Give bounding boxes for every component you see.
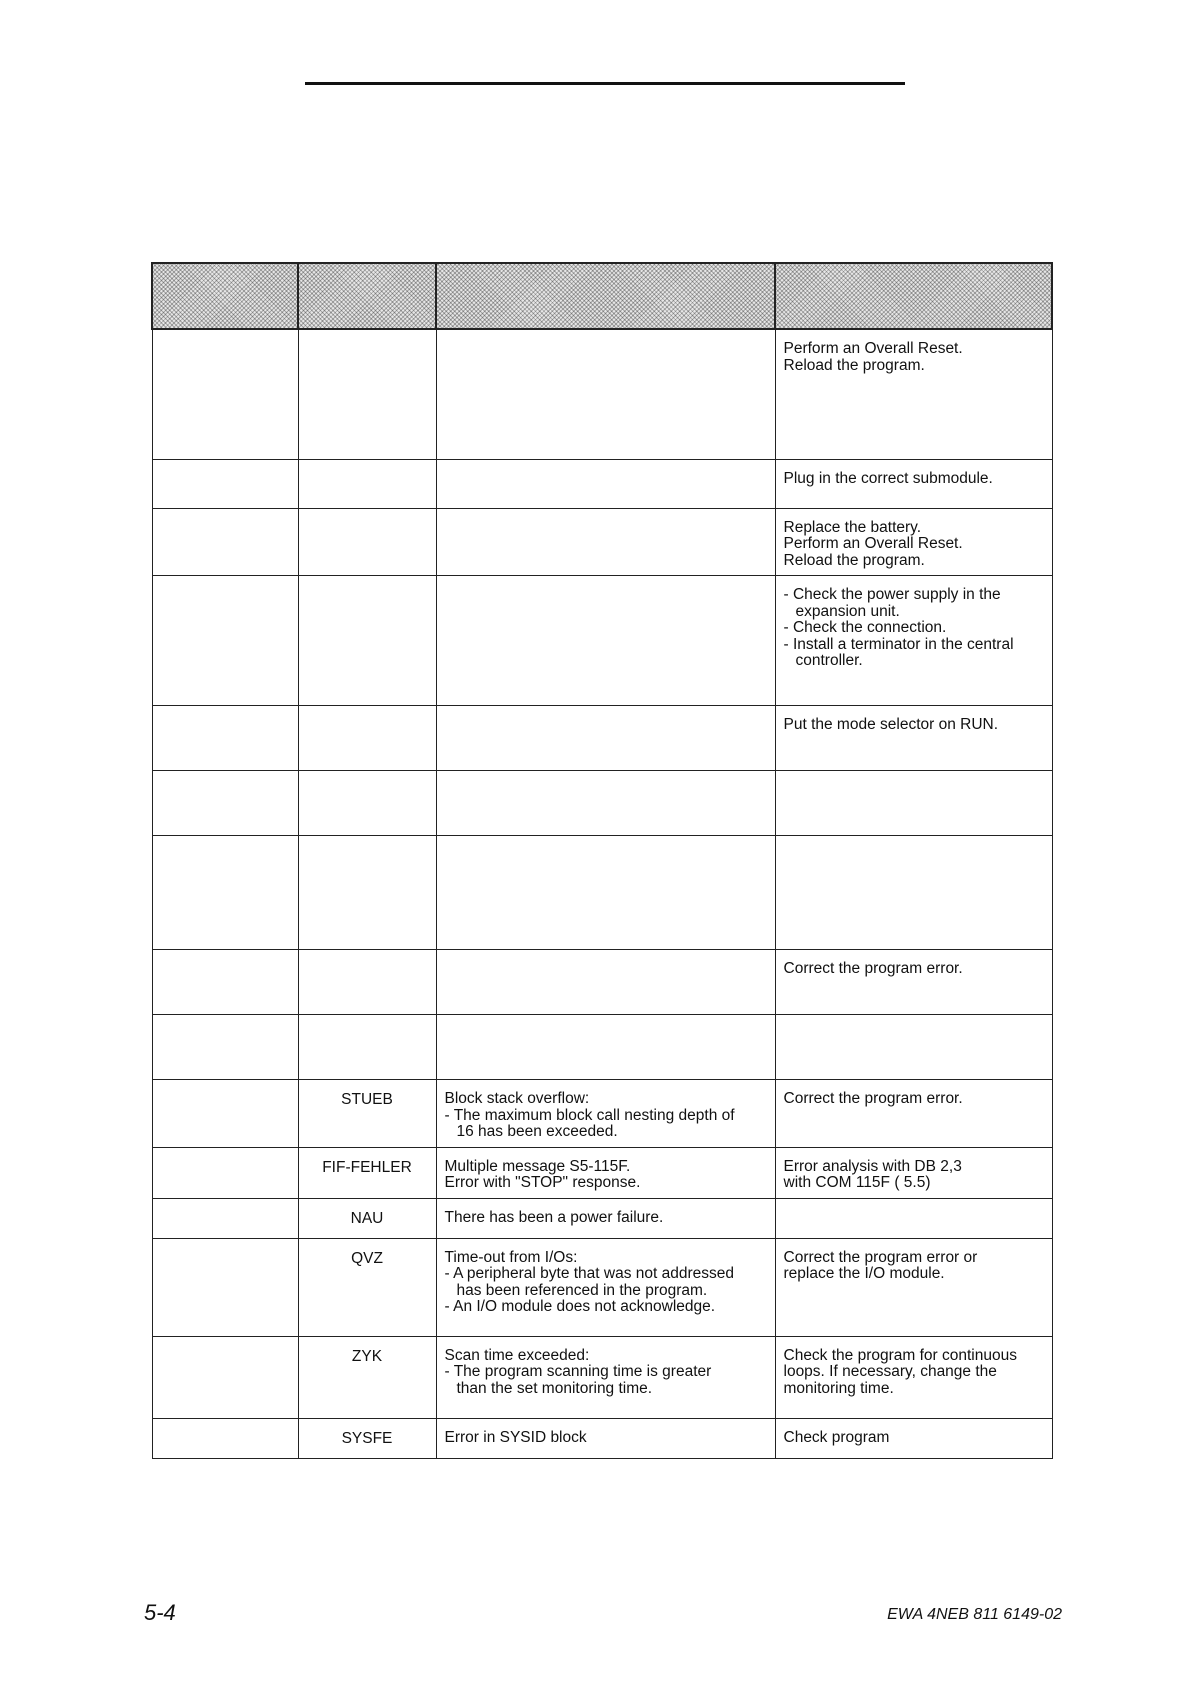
remedy-cell: Put the mode selector on RUN. [775,706,1052,771]
table-row [152,1015,1052,1080]
cause-cell: Scan time exceeded: - The program scanning time is greater than the set monitoring time. [436,1336,775,1418]
table-row [152,508,1052,576]
table-row [152,459,1052,508]
cause-cell: Error in SYSID block [436,1418,775,1458]
table-header-row [152,263,1052,329]
remedy-cell: Check the program for continuous loops. If necessary, change the monitoring time. [775,1336,1052,1418]
remedy-cell: Error analysis with DB 2,3 with COM 115F ( 5.5) [775,1147,1052,1198]
error-code: ZYK [298,1336,436,1418]
table-row [152,1198,1052,1238]
cause-cell: Block stack overflow: - The maximum block call nesting depth of 16 has been exceeded. [436,1080,775,1148]
table-row [152,576,1052,706]
remedy-cell: Plug in the correct submodule. [775,459,1052,508]
error-table [151,262,1053,1459]
remedy-cell: Replace the battery. Perform an Overall Reset. Reload the program. [775,508,1052,576]
error-code: QVZ [298,1238,436,1336]
error-code: SYSFE [298,1418,436,1458]
table-row [152,1238,1052,1336]
remedy-cell: Correct the program error. [775,1080,1052,1148]
table-row [152,1080,1052,1148]
table-row [152,329,1052,459]
table-row [152,950,1052,1015]
cause-cell: Multiple message S5-115F. Error with "STOP" response. [436,1147,775,1198]
table-row [152,1336,1052,1418]
error-code: FIF-FEHLER [298,1147,436,1198]
header-cell-3 [436,263,775,329]
table-row [152,706,1052,771]
document-id: EWA 4NEB 811 6149-02 [887,1606,1062,1623]
error-code: NAU [298,1198,436,1238]
remedy-cell: Correct the program error. [775,950,1052,1015]
header-cell-4 [775,263,1052,329]
table-row [152,1418,1052,1458]
remedy-cell: - Check the power supply in the expansion unit. - Check the connection. - Install a terminator in the central controller. [775,576,1052,706]
page-number: 5-4 [144,1600,176,1625]
header-cell-2 [298,263,436,329]
table-row [152,1147,1052,1198]
error-code: STUEB [298,1080,436,1148]
remedy-cell: Perform an Overall Reset. Reload the program. [775,329,1052,459]
table-row [152,771,1052,836]
header-cell-1 [152,263,298,329]
cause-cell: There has been a power failure. [436,1198,775,1238]
table-row [152,836,1052,950]
remedy-cell: Check program [775,1418,1052,1458]
cause-cell: Time-out from I/Os: - A peripheral byte that was not addressed has been referenced in the program. - An I/O module does not acknowledge. [436,1238,775,1336]
header-rule [305,82,905,85]
remedy-cell: Correct the program error or replace the I/O module. [775,1238,1052,1336]
